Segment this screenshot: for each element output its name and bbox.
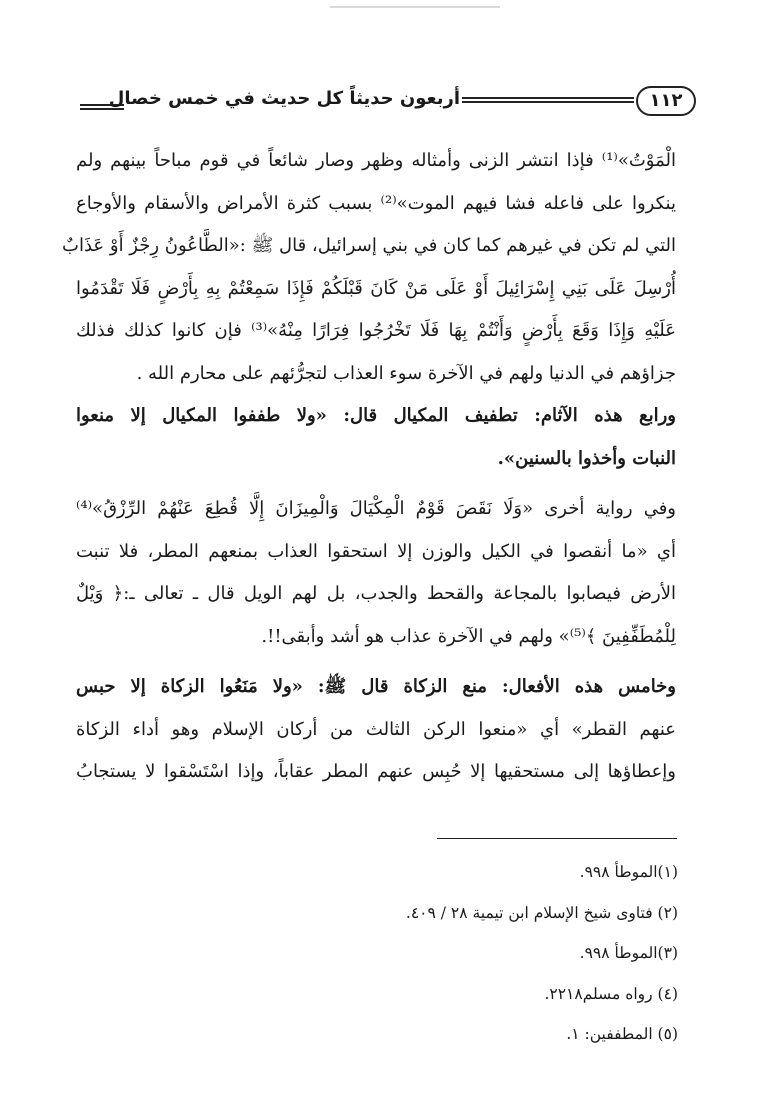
footnote-separator: [437, 838, 677, 839]
text-line: جزاؤهم في الدنيا ولهم في الآخرة سوء العذاب لتجرُّئهم على محارم الله .: [136, 362, 676, 384]
footnote-item: (١)الموطأ ٩٩٨.: [579, 863, 678, 881]
text-line: وإعطاؤها إلى مستحقيها إلا حُبِس عنهم المطر عقاباً، وإذا اسْتَسْقوا لا يستجابُ: [76, 761, 676, 782]
text-line: الأرض فيصابوا بالمجاعة والقحط والجدب، بل لهم الويل قال ـ تعالى ـ:﴿ وَيْلٌ: [76, 583, 676, 604]
bold-text: ورابع هذه الآثام: تطفيف المكيال قال: «ولا طففوا المكيال إلا منعوا: [76, 405, 676, 426]
page-number: ١١٢: [636, 86, 696, 116]
text-line: أُرْسِلَ عَلَى بَنِي إِسْرَائِيلَ أَوْ عَلَى مَنْ كَانَ قَبْلَكُمْ فَإِذَا سَمِعْتُمْ بِهِ بِأَرْضٍ فَلَا تَقْدَمُوا: [76, 277, 676, 299]
header-title: أربعون حديثاً كل حديث في خمس خصال: [108, 88, 460, 109]
text-line: وفي رواية أخرى «وَلَا نَقَصَ قَوْمٌ الْمِكْيَالَ وَالْمِيزَانَ إِلَّا قُطِعَ عَنْهُمْ الرِّزْقُ»⁽⁴⁾: [76, 498, 676, 519]
text-line-bold: [76, 666, 676, 709]
text-line-bold: [76, 395, 676, 438]
page-header: [70, 86, 683, 120]
text-line: التي لم تكن في غيرهم كما كان في بني إسرائيل، قال ﷺ :«الطَّاعُونُ رِجْزٌ أَوْ عَذَابٌ: [62, 235, 676, 256]
footnote-item: (٥) المطففين: ١.: [566, 1025, 678, 1043]
bold-text: النبات وأخذوا بالسنين».: [497, 447, 676, 469]
text-line: لِلْمُطَفِّفِينَ ﴾⁽⁵⁾» ولهم في الآخرة عذاب هو أشد وأبقى!!.: [261, 625, 676, 647]
bold-text: وخامس هذه الأفعال: منع الزكاة قال ﷺ: «ولا مَنَعُوا الزكاة إلا حبس: [76, 676, 676, 697]
header-rule-right: [462, 97, 634, 103]
text-line: الْمَوْتُ»⁽¹⁾ فإذا انتشر الزنى وأمثاله وظهر وصار شائعاً في قوم مباحاً بينهم ولم: [76, 150, 676, 171]
text-line: أي «ما أنقصوا في الكيل والوزن إلا استحقوا العذاب بمنعهم المطر، فلا تنبت: [76, 540, 676, 562]
text-line: عنهم القطر» أي «منعوا الركن الثالث من أركان الإسلام وهو أداء الزكاة: [76, 718, 676, 740]
footnote-item: (٤) رواه مسلم٢٢١٨.: [544, 984, 678, 1003]
text-line: ينكروا على فاعله فشا فيهم الموت»⁽²⁾ بسبب كثرة الأمراض والأسقام والأوجاع: [76, 192, 676, 214]
footnote-item: (٢) فتاوى شيخ الإسلام ابن تيمية ٢٨ / ٤٠٩.: [405, 903, 678, 922]
text-line: عَلَيْهِ وَإِذَا وَقَعَ بِأَرْضٍ وَأَنْتُمْ بِهَا فَلَا تَخْرُجُوا فِرَارًا مِنْهُ»⁽³⁾ فإن كانوا كذلك فذلك: [76, 320, 677, 341]
scan-artifact: [330, 6, 500, 8]
footnote-item: (٣)الموطأ ٩٩٨.: [579, 944, 678, 962]
footnotes: [300, 852, 678, 1055]
body-text: [62, 140, 677, 794]
text-line-bold: [76, 438, 676, 481]
